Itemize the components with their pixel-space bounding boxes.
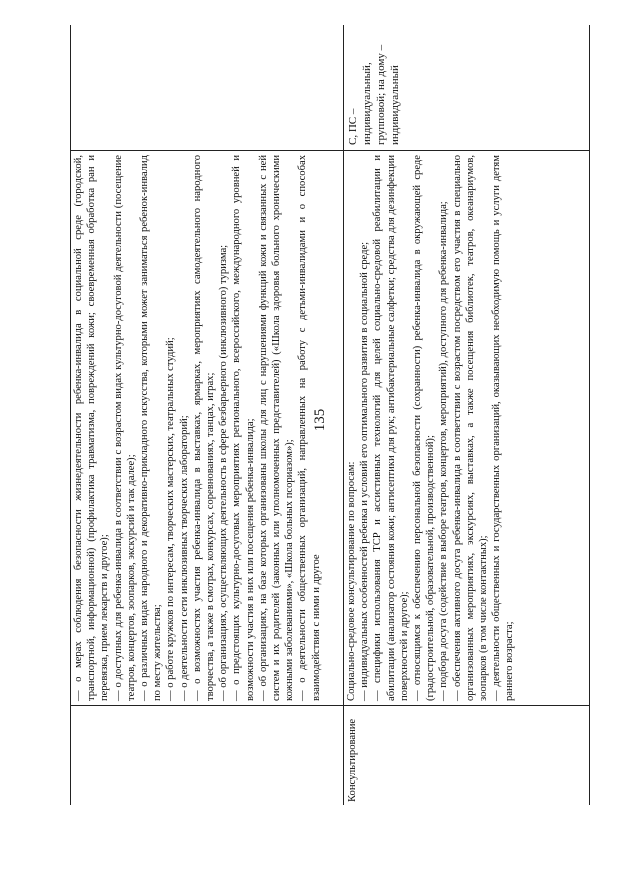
content-item: — об организациях, на базе которых организованы школы для лиц с нарушениями функций кожи и связанных с ней систем и их родителей (законных или уполномоченных представителей) («Школа здоровья больного хроническими кожными заболеваниями», «Школа больных псориазом»); <box>257 155 296 701</box>
content-item: — о различных видах народного и декоративно-прикладного искусства, которыми может заниматься ребенок-инвалид по месту жительства; <box>139 155 164 701</box>
content-item: — о предстоящих культурно-досуговых мероприятиях регионального, всероссийского, международного уровней и возможности участия в них или посещения ребенка-инвалида; <box>231 155 256 701</box>
content-item: — о возможностях участия ребенка-инвалида в выставках, ярмарках, мероприятиях самодеятельного народного творчества, а также в смотрах, конкурсах, соревнованиях, танцах, играх; <box>191 155 217 701</box>
services-table <box>70 25 590 805</box>
service-form <box>71 25 75 150</box>
rotated-page-content <box>70 25 590 805</box>
content-item: — о деятельности сети инклюзивных творческих лабораторий; <box>178 415 190 701</box>
service-name-cell <box>344 705 589 805</box>
form-cell <box>71 25 343 150</box>
content-cell <box>344 150 589 705</box>
content-cell <box>71 150 343 705</box>
content-item: — относящимся к обеспечению персональной безопасности (сохранности) ребенка-инвалида в окружающей среде (градостроительной, образовательной, производственной); <box>412 155 437 701</box>
table-row <box>70 25 344 805</box>
content-item: — индивидуальных особенностей ребенка и условий его оптимального развития в социальной среде; <box>359 241 371 701</box>
content-item: — о деятельности общественных организаций, направленных на работу с детьми-инвалидами и о способах взаимодействия с ними и другое <box>297 155 322 701</box>
content-item: — об организациях, осуществляющих деятельность в сфере безбарьерного (инклюзивного) туризма; <box>218 244 230 701</box>
service-form: С, ПС – индивидуальный, групповой; на дому – индивидуальный <box>347 44 401 145</box>
table-row <box>344 25 590 805</box>
form-cell <box>344 25 589 150</box>
content-item: — деятельности общественных и государственных организаций, оказывающих необходимую помощь и услуги детям раннего возраста; <box>491 155 516 701</box>
content-item: — о доступных для ребенка-инвалида в соответствии с возрастом видах культурно-досуговой деятельности (посещение театров, концертов, зоопарков, экскурсий и так далее); <box>112 155 137 701</box>
content-text <box>71 151 323 705</box>
content-item: — подбора досуга (содействие в выборе театров, концертов, мероприятий), доступного для ребенка-инвалида; <box>438 201 450 701</box>
content-item: — обеспечения активного досуга ребенка-инвалида в соответствии с возрастом посредством его участия в специально организованных мероприятиях, экскурсиях, выставках, а также посещения библиотек, театров, океанариумов, зоопарков (в том числе контактных); <box>451 155 490 701</box>
content-item: Социально-средовое консультирование по вопросам: <box>346 461 357 701</box>
service-name <box>71 706 75 805</box>
service-name-cell <box>71 705 343 805</box>
content-text <box>344 151 517 705</box>
content-item: — о мерах соблюдения безопасности жизнедеятельности ребенка-инвалида в социальной среде (городской, транспортной, информационной) (профилактика травматизма, повреждений кожи; своевременная обработка ран и перевязка, прием лекарств и другое); <box>73 155 111 701</box>
page-number: 135 <box>312 408 328 432</box>
content-item: — о работе кружков по интересам, творческих мастерских, театральных студий; <box>165 337 177 701</box>
service-name: Консультирование <box>347 718 358 802</box>
content-item: — специфики использования ТСР и ассистивных технологий для целей социально-средовой реабилитации и абилитации (анализатор состояния кожи; антисептики для рук; антибактериальные салфетки; средства для дезинфекции поверхностей и другое); <box>372 155 410 701</box>
